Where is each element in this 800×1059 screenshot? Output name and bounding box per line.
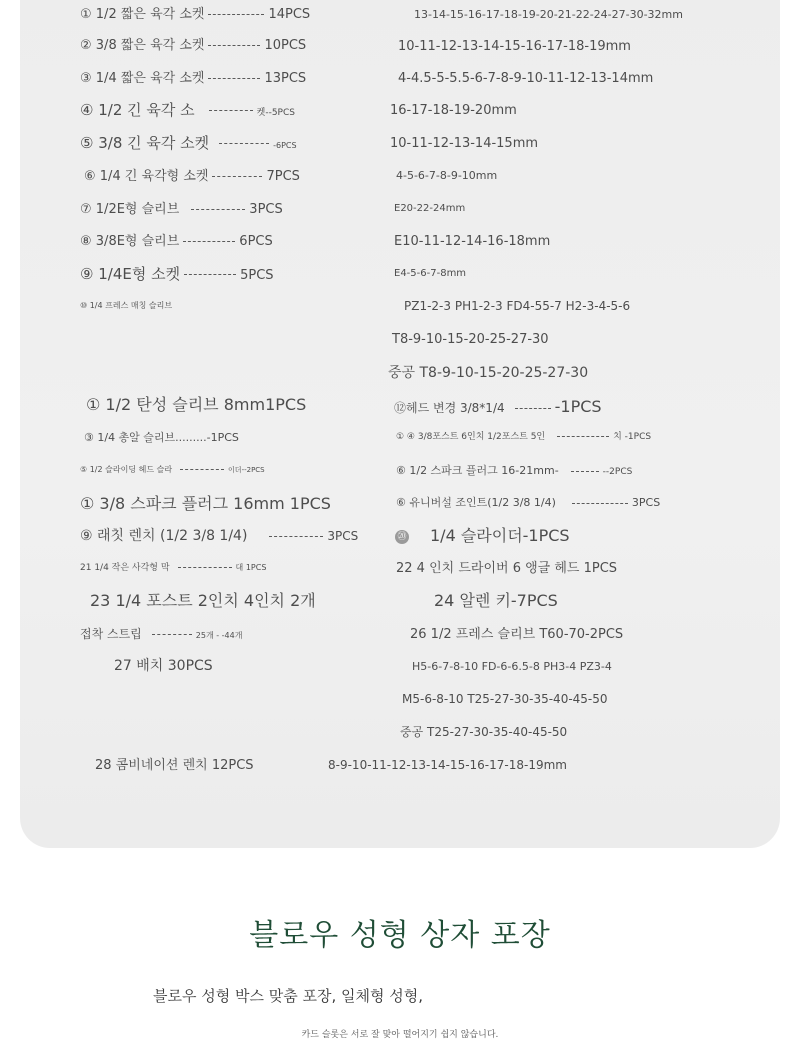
accessory-r8: 26 1/2 프레스 슬리브 T60-70-2PCS bbox=[410, 627, 624, 642]
item-9-label: ⑨ 1/4E형 소켓 bbox=[80, 265, 181, 283]
accessory-l3-label: ⑤ 1/2 슬라이딩 헤드 슬라 bbox=[80, 465, 173, 474]
accessory-l1: ① 1/2 탄성 슬리브 8mm1PCS bbox=[86, 395, 307, 414]
dash-divider bbox=[208, 78, 260, 79]
size-5: 10-11-12-13-14-15mm bbox=[390, 136, 539, 151]
accessory-l6-qty: 대 1PCS bbox=[235, 563, 267, 572]
item-6 bbox=[84, 170, 300, 183]
accessory-l8-qty: 25개 - -44개 bbox=[195, 631, 243, 640]
dash-divider bbox=[572, 503, 628, 504]
size-8: E10-11-12-14-16-18mm bbox=[394, 234, 551, 249]
accessory-r3-qty: --2PCS bbox=[602, 467, 633, 477]
accessory-l9: 27 배치 30PCS bbox=[114, 658, 213, 674]
item-4-label: ④ 1/2 긴 육각 소 bbox=[80, 101, 195, 119]
item-9-qty: 5PCS bbox=[240, 268, 274, 283]
item-8 bbox=[80, 235, 273, 248]
dash-divider bbox=[209, 110, 253, 111]
size-4: 16-17-18-19-20mm bbox=[390, 103, 517, 118]
number-20-icon: ⑳ bbox=[395, 530, 409, 544]
dash-divider bbox=[212, 176, 262, 177]
size-12: 중공 T8-9-10-15-20-25-27-30 bbox=[388, 365, 589, 381]
item-8-qty: 6PCS bbox=[239, 234, 273, 249]
accessory-l5 bbox=[80, 529, 358, 543]
accessory-l8-label: 접착 스트립 bbox=[80, 627, 142, 641]
item-5-label: ⑤ 3/8 긴 육각 소켓 bbox=[80, 134, 210, 152]
accessory-l6 bbox=[80, 564, 266, 573]
item-2 bbox=[80, 39, 306, 52]
accessory-l3 bbox=[80, 466, 265, 474]
item-1 bbox=[80, 8, 310, 21]
item-9 bbox=[80, 267, 274, 282]
size-11: T8-9-10-15-20-25-27-30 bbox=[392, 332, 549, 347]
item-2-label: ② 3/8 짧은 육각 소켓 bbox=[80, 38, 205, 53]
dash-divider bbox=[557, 436, 609, 437]
dash-divider bbox=[219, 143, 269, 144]
accessory-r11: 중공 T25-27-30-35-40-45-50 bbox=[400, 725, 568, 739]
accessory-l12: 28 콤비네이션 렌치 12PCS bbox=[95, 758, 254, 773]
dash-divider bbox=[183, 241, 235, 242]
accessory-l6-label: 21 1/4 작은 사각형 막 bbox=[80, 563, 170, 573]
packaging-description: 블로우 성형 박스 맞춤 포장, 일체형 성형, bbox=[153, 987, 423, 1005]
dash-divider bbox=[208, 45, 260, 46]
item-5 bbox=[80, 136, 297, 151]
accessory-r2 bbox=[396, 433, 651, 442]
accessory-r4 bbox=[396, 497, 660, 508]
spec-panel bbox=[20, 0, 780, 848]
accessory-r3 bbox=[396, 465, 632, 477]
dash-divider bbox=[571, 471, 599, 472]
item-3-qty: 13PCS bbox=[264, 71, 307, 86]
accessory-l8 bbox=[80, 628, 242, 640]
accessory-l5-qty: 3PCS bbox=[327, 529, 359, 543]
item-6-label: ⑥ 1/4 긴 육각형 소켓 bbox=[84, 169, 209, 184]
accessory-r9: H5-6-7-8-10 FD-6-6.5-8 PH3-4 PZ3-4 bbox=[412, 660, 612, 673]
item-7-qty: 3PCS bbox=[249, 202, 283, 217]
accessory-r7: 24 알렌 키-7PCS bbox=[434, 591, 558, 610]
item-7-label: ⑦ 1/2E형 슬리브 bbox=[80, 202, 180, 217]
accessory-r3-label: ⑥ 1/2 스파크 플러그 16-21mm- bbox=[396, 464, 559, 477]
accessory-l4: ① 3/8 스파크 플러그 16mm 1PCS bbox=[80, 494, 331, 513]
item-7 bbox=[80, 203, 283, 216]
item-2-qty: 10PCS bbox=[264, 38, 307, 53]
accessory-l7: 23 1/4 포스트 2인치 4인치 2개 bbox=[90, 591, 316, 610]
accessory-r10: M5-6-8-10 T25-27-30-35-40-45-50 bbox=[402, 692, 608, 706]
dash-divider bbox=[152, 634, 192, 635]
dash-divider bbox=[191, 209, 245, 210]
dash-divider bbox=[180, 469, 224, 470]
accessory-r12: 8-9-10-11-12-13-14-15-16-17-18-19mm bbox=[328, 758, 567, 772]
item-5-qty: -6PCS bbox=[273, 141, 297, 150]
item-10 bbox=[80, 302, 172, 310]
packaging-note: 카드 슬롯은 서로 잘 맞아 떨어지기 쉽지 않습니다. bbox=[301, 1030, 499, 1040]
item-1-label: ① 1/2 짧은 육각 소켓 bbox=[80, 7, 205, 22]
size-9: E4-5-6-7-8mm bbox=[394, 268, 467, 279]
accessory-r1-label: ⑫헤드 변경 3/8*1/4 bbox=[394, 401, 505, 415]
item-4-qty: 켓--5PCS bbox=[256, 108, 295, 118]
item-4 bbox=[80, 103, 295, 118]
size-3: 4-4.5-5-5.5-6-7-8-9-10-11-12-13-14mm bbox=[398, 71, 654, 86]
item-10-label: ⑩ 1/4 프레스 매칭 슬리브 bbox=[80, 301, 173, 310]
item-6-qty: 7PCS bbox=[266, 169, 300, 184]
item-3-label: ③ 1/4 짧은 육각 소켓 bbox=[80, 71, 205, 86]
size-2: 10-11-12-13-14-15-16-17-18-19mm bbox=[398, 39, 631, 54]
accessory-l3-qty: 이더--2PCS bbox=[228, 466, 265, 474]
dash-divider bbox=[184, 274, 236, 275]
accessory-r1 bbox=[394, 399, 602, 415]
item-1-qty: 14PCS bbox=[268, 7, 311, 22]
dash-divider bbox=[178, 567, 232, 568]
accessory-r4-qty: 3PCS bbox=[631, 496, 661, 509]
item-8-label: ⑧ 3/8E형 슬리브 bbox=[80, 234, 180, 249]
size-7: E20-22-24mm bbox=[394, 203, 466, 214]
size-10: PZ1-2-3 PH1-2-3 FD4-55-7 H2-3-4-5-6 bbox=[404, 299, 631, 313]
dash-divider bbox=[208, 14, 264, 15]
accessory-r2-label: ① ④ 3/8포스트 6인치 1/2포스트 5인 bbox=[396, 432, 546, 442]
accessory-l5-label: ⑨ 래칫 렌치 (1/2 3/8 1/4) bbox=[80, 528, 248, 544]
size-1: 13-14-15-16-17-18-19-20-21-22-24-27-30-32mm bbox=[414, 8, 683, 21]
accessory-l2: ③ 1/4 총알 슬리브.........-1PCS bbox=[84, 431, 239, 444]
dash-divider bbox=[269, 536, 323, 537]
size-6: 4-5-6-7-8-9-10mm bbox=[396, 169, 498, 182]
packaging-heading: 블로우 성형 상자 포장 bbox=[249, 918, 551, 953]
accessory-r4-label: ⑥ 유니버설 조인트(1/2 3/8 1/4) bbox=[396, 496, 556, 509]
accessory-r5: 1/4 슬라이더-1PCS bbox=[430, 526, 570, 545]
accessory-r1-qty: -1PCS bbox=[554, 397, 602, 416]
accessory-r6: 22 4 인치 드라이버 6 앵글 헤드 1PCS bbox=[396, 561, 618, 576]
dash-divider bbox=[515, 408, 551, 409]
accessory-r2-qty: 치 -1PCS bbox=[613, 432, 652, 442]
item-3 bbox=[80, 72, 306, 85]
